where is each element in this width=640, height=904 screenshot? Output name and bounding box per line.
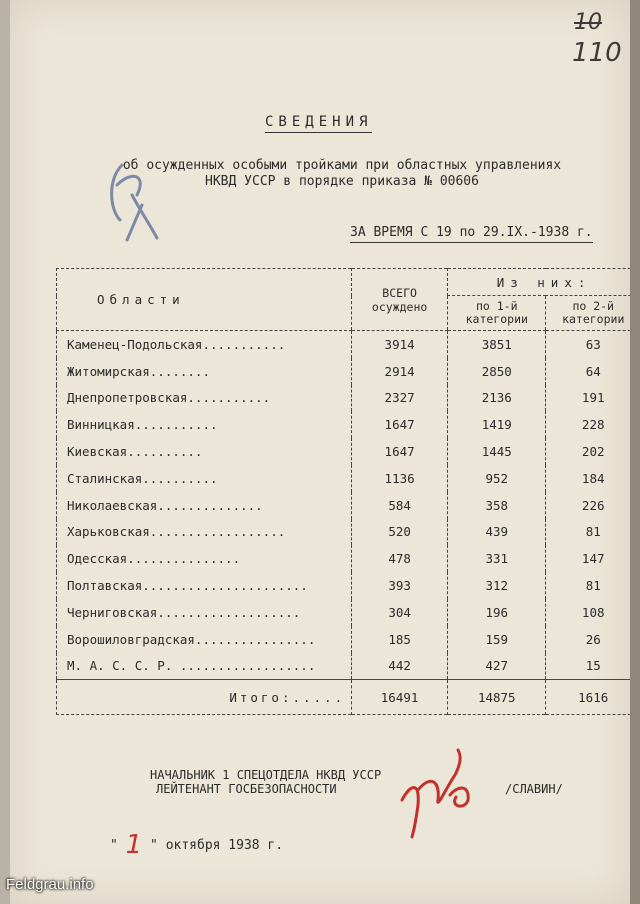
grand-total-cell: 16491 xyxy=(352,680,448,715)
total-cell: 478 xyxy=(352,545,448,572)
total-cell: 1647 xyxy=(352,411,448,438)
table-row xyxy=(57,492,640,519)
document-page xyxy=(10,0,630,904)
watermark: Feldgrau.info xyxy=(6,876,94,893)
date-day: 1 xyxy=(125,830,143,860)
signatory-title: НАЧАЛЬНИК 1 СПЕЦОТДЕЛА НКВД УССР xyxy=(150,768,382,782)
cat1-cell: 1445 xyxy=(448,438,546,465)
total-cell: 2914 xyxy=(352,358,448,385)
cat1-cell: 427 xyxy=(448,653,546,680)
total-row xyxy=(57,680,640,715)
table-row xyxy=(57,572,640,599)
cat2-cell: 81 xyxy=(546,572,640,599)
table-row xyxy=(57,519,640,546)
region-cell: Винницкая........... xyxy=(67,417,218,433)
cat1-cell: 3851 xyxy=(448,331,546,358)
cat2-cell: 108 xyxy=(546,599,640,626)
region-cell: Ворошиловградская................ xyxy=(67,631,316,647)
signature-block xyxy=(150,768,381,796)
cat2-cell: 191 xyxy=(546,385,640,412)
page-number: 110 xyxy=(572,38,622,68)
total-cell: 520 xyxy=(352,519,448,546)
total-label: Итого:..... xyxy=(57,680,352,715)
document-date xyxy=(110,830,283,860)
region-cell: Днепропетровская........... xyxy=(67,390,271,406)
subtitle-line-1: об осужденных особыми тройками при областных управлениях xyxy=(122,158,562,173)
total-cell: 442 xyxy=(352,653,448,680)
column-header-group: Из них: xyxy=(448,269,640,296)
total-cell: 185 xyxy=(352,626,448,653)
region-cell: М. А. С. С. Р. .................. xyxy=(67,658,316,674)
handwritten-signature-icon xyxy=(390,745,485,840)
cat2-cell: 184 xyxy=(546,465,640,492)
total-cell: 304 xyxy=(352,599,448,626)
column-header-cat1: по 1-й категории xyxy=(448,296,546,331)
cat2-cell: 26 xyxy=(546,626,640,653)
total-cell: 584 xyxy=(352,492,448,519)
cat2-cell: 147 xyxy=(546,545,640,572)
cat1-cell: 331 xyxy=(448,545,546,572)
region-cell: Киевская.......... xyxy=(67,444,203,460)
region-cell: Сталинская.......... xyxy=(67,470,218,486)
table-row xyxy=(57,599,640,626)
cat2-cell: 64 xyxy=(546,358,640,385)
cat1-cell: 159 xyxy=(448,626,546,653)
cat2-cell: 81 xyxy=(546,519,640,546)
total-cell: 1647 xyxy=(352,438,448,465)
table-row xyxy=(57,653,640,680)
column-header-region: Области xyxy=(57,269,352,331)
date-close-quote: " xyxy=(150,838,158,853)
grand-total-cat2-cell: 1616 xyxy=(546,680,640,715)
cat1-cell: 2136 xyxy=(448,385,546,412)
blue-pencil-mark-icon xyxy=(102,150,172,245)
region-cell: Одесская............... xyxy=(67,551,241,567)
cat1-cell: 196 xyxy=(448,599,546,626)
region-cell: Житомирская........ xyxy=(67,363,210,379)
report-period: ЗА ВРЕМЯ С 19 по 29.IX.-1938 г. xyxy=(350,225,593,243)
data-table xyxy=(56,268,640,715)
document-title: СВЕДЕНИЯ xyxy=(265,114,372,133)
table-row xyxy=(57,545,640,572)
cat2-cell: 228 xyxy=(546,411,640,438)
table-row xyxy=(57,331,640,358)
total-cell: 393 xyxy=(352,572,448,599)
table-row xyxy=(57,438,640,465)
date-rest: октября 1938 г. xyxy=(165,838,284,853)
table-row xyxy=(57,358,640,385)
cat1-cell: 952 xyxy=(448,465,546,492)
table-row xyxy=(57,465,640,492)
cat2-cell: 63 xyxy=(546,331,640,358)
cat1-cell: 358 xyxy=(448,492,546,519)
grand-total-cat1-cell: 14875 xyxy=(448,680,546,715)
cat1-cell: 312 xyxy=(448,572,546,599)
cat2-cell: 226 xyxy=(546,492,640,519)
column-header-total: ВСЕГО осуждено xyxy=(352,269,448,331)
table-row xyxy=(57,385,640,412)
old-page-number: 10 xyxy=(574,10,602,35)
signatory-rank: ЛЕЙТЕНАНТ ГОСБЕЗОПАСНОСТИ xyxy=(156,782,337,796)
page-edge xyxy=(630,0,640,904)
region-cell: Харьковская.................. xyxy=(67,524,286,540)
table-row xyxy=(57,411,640,438)
region-cell: Каменец-Подольская........... xyxy=(67,336,286,352)
cat1-cell: 1419 xyxy=(448,411,546,438)
date-open-quote: " xyxy=(110,838,118,853)
cat2-cell: 15 xyxy=(546,653,640,680)
total-cell: 2327 xyxy=(352,385,448,412)
region-cell: Черниговская................... xyxy=(67,604,301,620)
signatory-name: /СЛАВИН/ xyxy=(505,782,563,796)
cat1-cell: 439 xyxy=(448,519,546,546)
column-header-cat2: по 2-й категории xyxy=(546,296,640,331)
cat1-cell: 2850 xyxy=(448,358,546,385)
total-cell: 3914 xyxy=(352,331,448,358)
region-cell: Николаевская.............. xyxy=(67,497,263,513)
total-cell: 1136 xyxy=(352,465,448,492)
cat2-cell: 202 xyxy=(546,438,640,465)
subtitle-line-2: НКВД УССР в порядке приказа № 00606 xyxy=(205,174,479,189)
table-row xyxy=(57,626,640,653)
region-cell: Полтавская...................... xyxy=(67,578,308,594)
